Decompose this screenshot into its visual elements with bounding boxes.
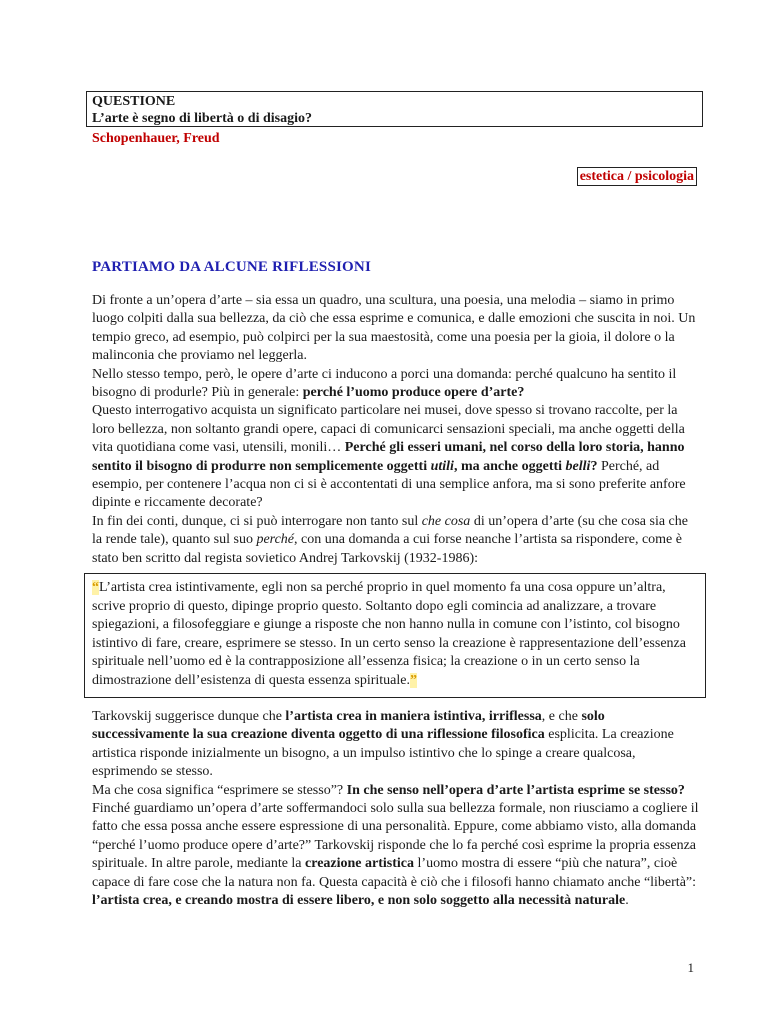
quote-text: L’artista crea istintivamente, egli non sa perché proprio in quel momento fa una cosa oppure un’altra, scrive proprio di questo, dipinge proprio questo. Soltanto dopo egli comincia ad analizzare, a trovare spiegazioni, a filosofeggiare e giunge a risposte che non hanno nulla in comune con l’istinto, col bisogno istintivo di fare, creare, esprimere se stesso. In un certo senso la creazione è rappresentazione dell’essenza spirituale nell’uomo ed è la contrapposizione all’essenza fisica; la creazione o in un certo senso la dimostrazione dell’esistenza di questa essenza spirituale. bbox=[92, 580, 686, 688]
intro-paragraph-2: Nello stesso tempo, però, le opere d’arte ci inducono a porci una domanda: perché qualcuno ha sentito il bisogno di produrle? Più in generale: perché l’uomo produce opere d’arte? bbox=[92, 366, 677, 401]
authors-line: Schopenhauer, Freud bbox=[92, 131, 220, 146]
intro-paragraph-4: In fin dei conti, dunque, ci si può interrogare non tanto sul che cosa di un’opera d’arte (su che cosa sia che la rende tale), quanto sul suo perché, con una domanda a cui forse neanche l’artista sa rispondere, come è stato ben scritto dal regista sovietico Andrej Tarkovskij (1932-1986): bbox=[92, 513, 688, 566]
page-number: 1 bbox=[687, 960, 694, 975]
commentary-paragraph-2: Ma che cosa significa “esprimere se stesso”? In che senso nell’opera d’arte l’artista esprime se stesso? Finché guardiamo un’opera d’arte soffermandoci solo sulla sua bellezza formale, non riusciamo a cogliere il fatto che essa possa anche essere espressione di una personalità. Eppure, come abbiamo visto, alla domanda “perché l’uomo produce opere d’arte?” Tarkovskij risponde che lo fa perché così esprime la propria essenza spirituale. In altre parole, mediante la creazione artistica l’uomo mostra di essere “più che natura”, cioè capace di fare cose che la natura non fa. Questa capacità è ciò che i filosofi hanno chiamato anche “libertà”: l’artista crea, e creando mostra di essere libero, e non solo soggetto alla necessità naturale. bbox=[92, 782, 699, 909]
question-label: QUESTIONE bbox=[92, 94, 176, 109]
intro-paragraph-3: Questo interrogativo acquista un significato particolare nei musei, dove spesso si trovano raccolte, per la loro bellezza, non soltanto grandi opere, capaci di comunicarci sensazioni speciali, ma anche oggetti della vita quotidiana come vasi, utensili, monili… Perché gli esseri umani, nel corso della loro storia, hanno sentito il bisogno di produrre non semplicemente oggetti utili, ma anche oggetti belli? Perché, ad esempio, per contenere l’acqua non ci si è accontentati di una semplice anfora, ma si sono preferite anfore dipinte e riccamente decorate? bbox=[92, 403, 686, 511]
topic-tag: estetica / psicologia bbox=[577, 167, 697, 186]
open-quote-mark: “ bbox=[92, 580, 99, 595]
intro-text bbox=[92, 292, 700, 568]
commentary-text bbox=[92, 708, 700, 910]
close-quote-mark: ” bbox=[410, 672, 418, 688]
tarkovskij-quote-box bbox=[84, 573, 706, 698]
question-text: L’arte è segno di libertà o di disagio? bbox=[92, 111, 312, 126]
question-box bbox=[86, 91, 703, 127]
commentary-paragraph-1: Tarkovskij suggerisce dunque che l’artista crea in maniera istintiva, irriflessa, e che solo successivamente la sua creazione diventa oggetto di una riflessione filosofica esplicita. La creazione artistica risponde inizialmente un bisogno, a un impulso istintivo che lo spinge a creare qualcosa, esprimendo se stesso. bbox=[92, 709, 674, 780]
section-title: PARTIAMO DA ALCUNE RIFLESSIONI bbox=[92, 259, 371, 275]
intro-paragraph-1: Di fronte a un’opera d’arte – sia essa un quadro, una scultura, una poesia, una melodia – siamo in primo luogo colpiti dalla sua bellezza, da ciò che essa esprime e comunica, e dalle emozioni che suscita in noi. Un tempio greco, ad esempio, può colpirci per la sua maestosità, come una poesia per la gioia, il dolore o la malinconia che proviamo nel leggerla. bbox=[92, 293, 696, 364]
